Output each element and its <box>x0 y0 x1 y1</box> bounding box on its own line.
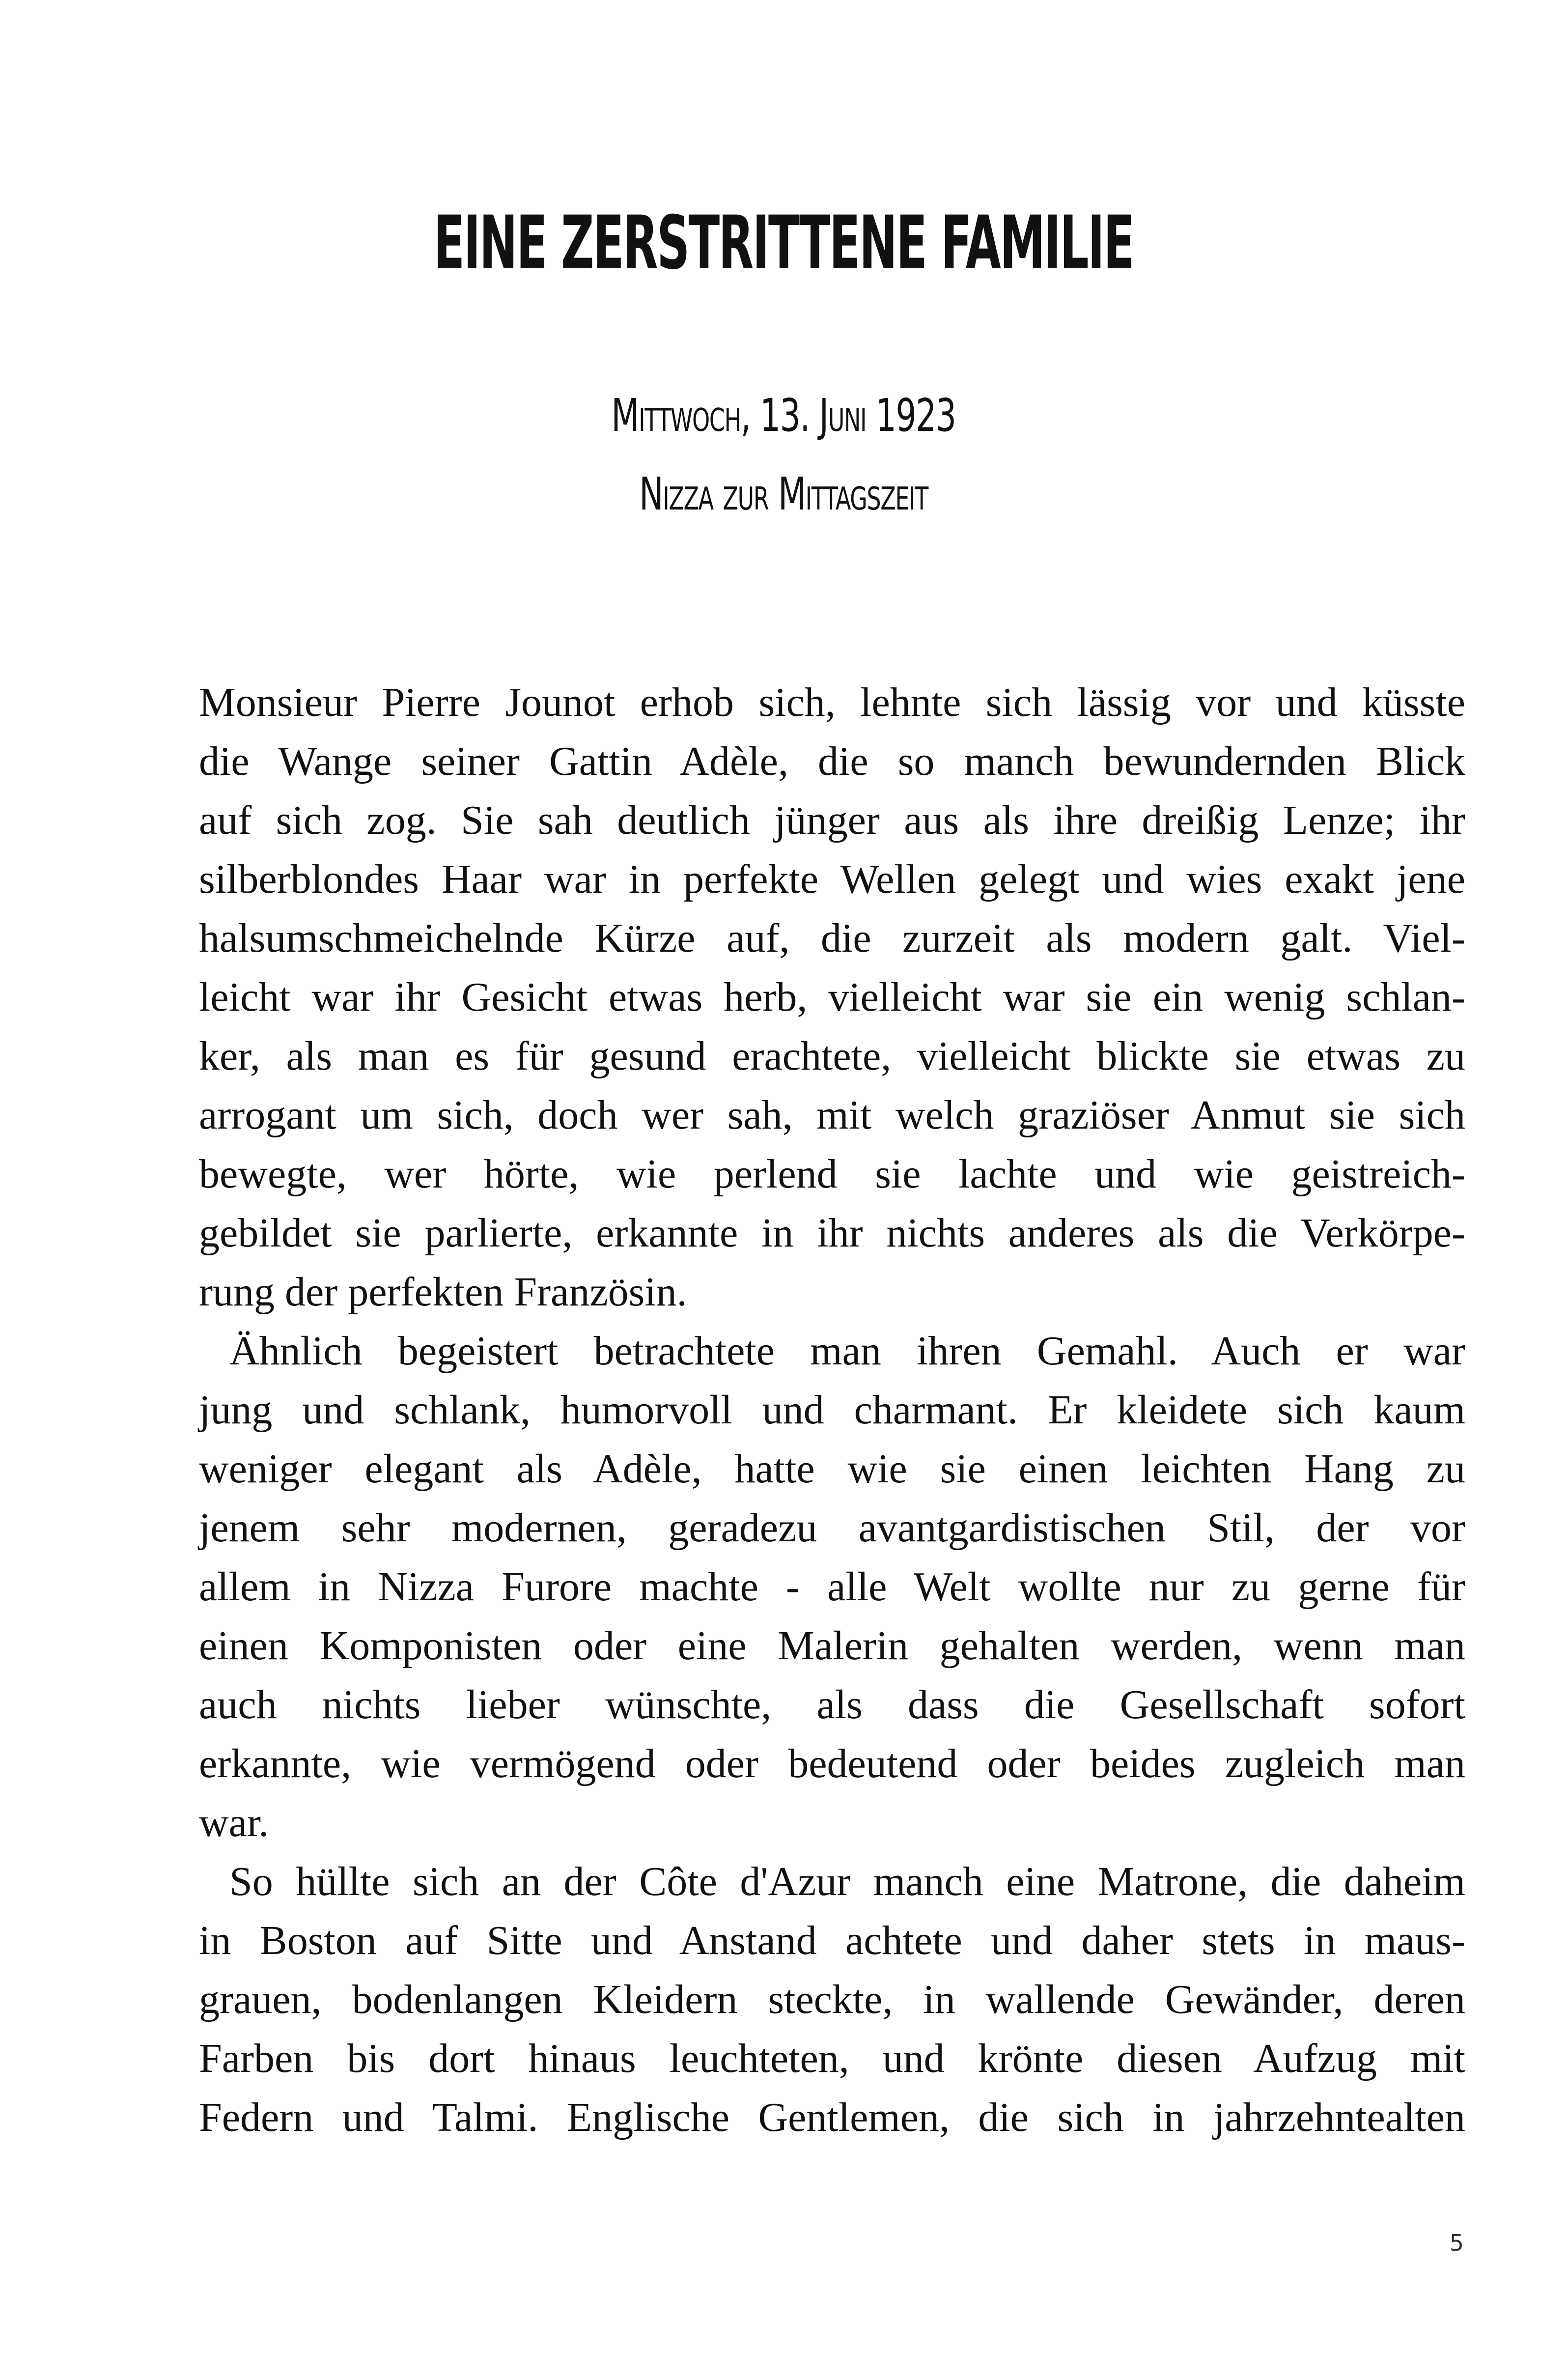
chapter-place: Nizza zur Mittagszeit <box>639 468 928 520</box>
text-line: halsumschmeichelnde Kürze auf, die zurzeit als modern galt. Viel- <box>199 915 1465 961</box>
text-line: ker, als man es für gesund erachtete, vielleicht blickte sie etwas zu <box>199 1033 1465 1079</box>
page-number: 5 <box>1449 2230 1464 2256</box>
text-line: jung und schlank, humorvoll und charmant. Er kleidete sich kaum <box>199 1387 1465 1433</box>
text-line: die Wange seiner Gattin Adèle, die so manch bewundernden Blick <box>199 738 1465 784</box>
text-line: So hüllte sich an der Côte d'Azur manch eine Matrone, die daheim <box>229 1859 1465 1904</box>
text-line: grauen, bodenlangen Kleidern steckte, in wallende Gewänder, deren <box>199 1977 1465 2022</box>
paragraph <box>199 1322 1465 1852</box>
text-line: leicht war ihr Gesicht etwas herb, vielleicht war sie ein wenig schlan- <box>199 974 1465 1020</box>
text-line: allem in Nizza Furore machte - alle Welt wollte nur zu gerne für <box>199 1564 1465 1610</box>
chapter-date: Mittwoch, 13. Juni 1923 <box>611 389 956 442</box>
text-line: auch nichts lieber wünschte, als dass die Gesellschaft sofort <box>199 1682 1465 1728</box>
text-line: arrogant um sich, doch wer sah, mit welch graziöser Anmut sie sich <box>199 1092 1465 1138</box>
text-line: Ähnlich begeistert betrachtete man ihren Gemahl. Auch er war <box>229 1328 1465 1374</box>
text-line: bewegte, wer hörte, wie perlend sie lachte und wie geistreich- <box>199 1151 1465 1197</box>
text-line: Monsieur Pierre Jounot erhob sich, lehnte sich lässig vor und küsste <box>199 680 1465 725</box>
text-line: gebildet sie parlierte, erkannte in ihr nichts anderes als die Verkörpe- <box>199 1210 1465 1256</box>
chapter-title: EINE ZERSTRITTENE FAMILIE <box>433 200 1134 286</box>
text-line: war. <box>199 1800 269 1845</box>
text-line: Farben bis dort hinaus leuchteten, und krönte diesen Aufzug mit <box>199 2036 1465 2081</box>
body-text <box>199 673 1465 2147</box>
text-line: erkannte, wie vermögend oder bedeutend oder beides zugleich man <box>199 1741 1465 1786</box>
text-line: rung der perfekten Französin. <box>199 1269 687 1315</box>
paragraph <box>199 673 1465 1322</box>
text-line: auf sich zog. Sie sah deutlich jünger aus als ihre dreißig Lenze; ihr <box>199 797 1465 843</box>
text-line: in Boston auf Sitte und Anstand achtete und daher stets in maus- <box>199 1918 1465 1963</box>
text-line: weniger elegant als Adèle, hatte wie sie einen leichten Hang zu <box>199 1446 1465 1492</box>
text-line: silberblondes Haar war in perfekte Wellen gelegt und wies exakt jene <box>199 856 1465 902</box>
text-line: Federn und Talmi. Englische Gentlemen, die sich in jahrzehntealten <box>199 2095 1465 2140</box>
text-line: einen Komponisten oder eine Malerin gehalten werden, wenn man <box>199 1623 1465 1669</box>
text-line: jenem sehr modernen, geradezu avantgardistischen Stil, der vor <box>199 1505 1465 1551</box>
paragraph <box>199 1852 1465 2147</box>
